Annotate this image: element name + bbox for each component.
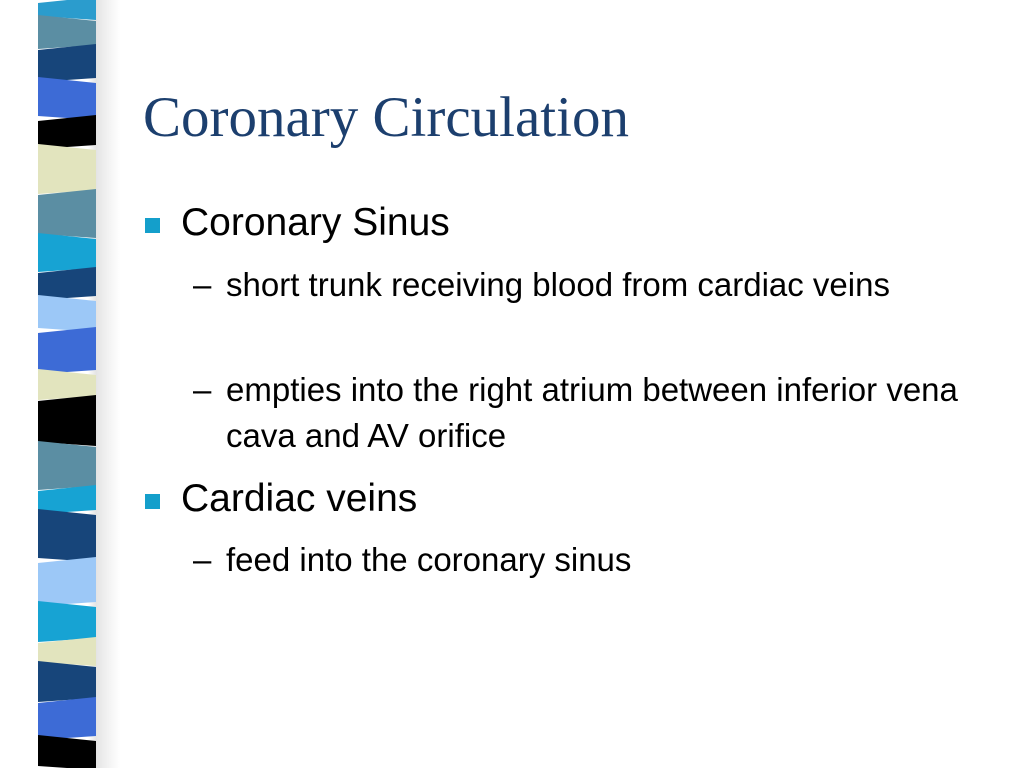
bullet-text: Coronary Sinus bbox=[181, 201, 450, 244]
stripe-band bbox=[38, 369, 96, 400]
stripe-band bbox=[38, 735, 96, 768]
stripe-band bbox=[38, 327, 96, 374]
slide-title: Coronary Circulation bbox=[143, 86, 629, 149]
bullet-text: Cardiac veins bbox=[181, 477, 418, 520]
stripe-band bbox=[38, 233, 96, 272]
decorative-stripe-bar bbox=[0, 0, 120, 768]
sub-item-text: feed into the coronary sinus bbox=[226, 541, 632, 578]
sub-item-text: short trunk receiving blood from cardiac veins bbox=[226, 266, 890, 303]
stripe-band bbox=[38, 557, 96, 606]
dash-marker: – bbox=[193, 266, 212, 303]
stripe-band bbox=[38, 77, 96, 120]
dash-marker: – bbox=[193, 541, 212, 578]
stripe-band bbox=[38, 267, 96, 300]
stripe-band bbox=[38, 509, 96, 562]
stripe-band bbox=[38, 115, 96, 149]
dash-marker: – bbox=[193, 371, 212, 408]
stripe-band bbox=[38, 697, 96, 740]
stripe-band bbox=[38, 661, 96, 702]
stripe-pattern bbox=[0, 0, 120, 768]
stripe-band bbox=[38, 189, 96, 238]
square-bullet-icon bbox=[145, 218, 160, 233]
stripe-band bbox=[38, 395, 96, 446]
stripe-band bbox=[38, 441, 96, 490]
sub-item-text: empties into the right atrium between inferior vena cava and AV orifice bbox=[226, 371, 958, 454]
square-bullet-icon bbox=[145, 494, 160, 509]
stripe-band bbox=[38, 44, 96, 82]
stripe-band bbox=[38, 601, 96, 642]
stripe-band bbox=[38, 15, 96, 49]
stripe-band bbox=[38, 144, 96, 194]
stripe-band bbox=[38, 295, 96, 332]
